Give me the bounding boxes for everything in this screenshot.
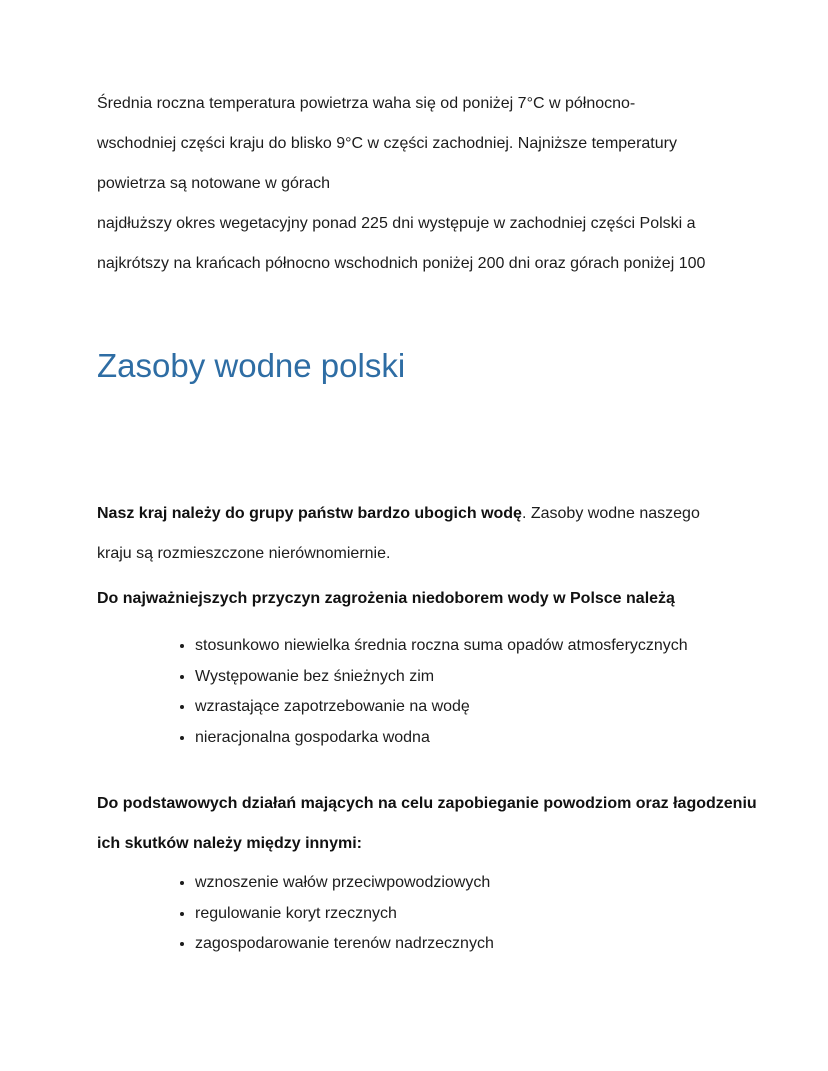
list-item: • wzrastające zapotrzebowanie na wodę (195, 692, 757, 723)
list-item: • stosunkowo niewielka średnia roczna suma opadów atmosferycznych (195, 631, 757, 662)
causes-list (97, 631, 757, 753)
water-resources-paragraph (97, 494, 737, 574)
list-item: • nieracjonalna gospodarka wodna (195, 723, 757, 754)
actions-list (97, 868, 757, 960)
list-item: • zagospodarowanie terenów nadrzecznych (195, 929, 757, 960)
list-item: • wznoszenie wałów przeciwpowodziowych (195, 868, 757, 899)
list-item: • regulowanie koryt rzecznych (195, 899, 757, 930)
water-resources-bold-lead: Nasz kraj należy do grupy państw bardzo ubogich wodę (97, 505, 522, 522)
causes-heading: Do najważniejszych przyczyn zagrożenia niedoborem wody w Polsce należą (97, 590, 675, 607)
temperature-paragraph: Średnia roczna temperatura powietrza waha się od poniżej 7°C w północno- wschodniej części kraju do blisko 9°C w części zachodniej. Najniższe temperatury powietrza są notowane w górach (97, 95, 677, 192)
actions-heading: Do podstawowych działań mających na celu zapobieganie powodziom oraz łagodzeniu ich skutków należy między innymi: (97, 795, 757, 852)
water-resources-regular-text: . Zasoby wodne naszego kraju są rozmieszczone nierównomiernie. (97, 505, 700, 562)
vegetation-paragraph: najdłuższy okres wegetacyjny ponad 225 dni występuje w zachodniej części Polski a najkrótszy na krańcach północno wschodnich poniżej 200 dni oraz górach poniżej 100 (97, 215, 706, 272)
page-title: Zasoby wodne polski (97, 347, 406, 384)
document-content (97, 0, 757, 960)
list-item: • Występowanie bez śnieżnych zim (195, 662, 757, 693)
